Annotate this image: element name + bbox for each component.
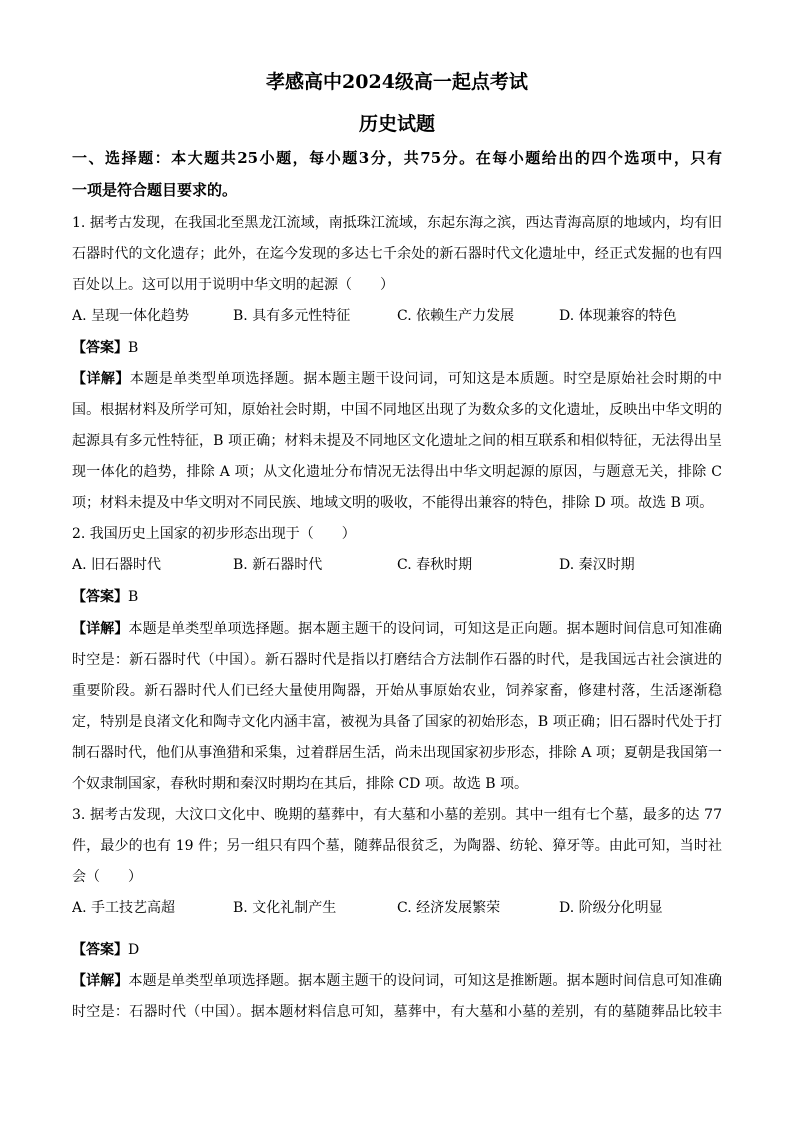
explanation-text: 本题是单类型单项选择题。据本题主题干设问词，可知这是本质题。时空是原始社会时期的中 [129, 371, 722, 387]
question-3-explanation-line [72, 966, 722, 997]
explanation-text: 本题是单类型单项选择题。据本题主题干的设问词，可知这是推断题。据本题时间信息可知准确 [128, 973, 722, 989]
option-b: B. 具有多元性特征 [233, 308, 351, 324]
question-1-stem-line: 百处以上。这可以用于说明中华文明的起源（ ） [72, 277, 394, 293]
option-c: C. 依赖生产力发展 [397, 308, 515, 324]
option-c: C. 经济发展繁荣 [397, 900, 501, 916]
answer-label: 【答案】 [72, 942, 128, 958]
answer-value: B [128, 340, 139, 356]
question-3-stem-line: 3. 据考古发现，大汶口文化中、晚期的墓葬中，有大墓和小墓的差别。其中一组有七个墓，最多的达 77 [72, 807, 722, 823]
explanation-label: 【详解】 [72, 973, 129, 989]
question-1-answer [72, 333, 722, 364]
option-b: B. 文化礼制产生 [233, 900, 337, 916]
question-1-options [72, 301, 722, 332]
option-c: C. 春秋时期 [397, 557, 473, 573]
question-2-explanation-line: 定，特别是良渚文化和陶寺文化内涵丰富，被视为具备了国家的初始形态，B 项正确；旧石器时代处于打 [72, 714, 722, 730]
option-d: D. 体现兼容的特色 [559, 308, 677, 324]
section-header-line: 一项是符合题目要求的。 [72, 181, 238, 199]
question-2-explanation-line: 重要阶段。新石器时代人们已经大量使用陶器，开始从事原始农业，饲养家畜，修建村落，生活逐渐稳 [72, 683, 722, 699]
question-2-stem-line: 2. 我国历史上国家的初步形态出现于（ ） [72, 526, 356, 542]
section-header-line: 一、选择题：本大题共25小题，每小题3分，共75分。在每小题给出的四个选项中，只有 [72, 149, 722, 167]
question-3-answer [72, 935, 722, 966]
option-a: A. 旧石器时代 [72, 557, 162, 573]
question-2-explanation-line: 时空是：新石器时代（中国）。新石器时代是指以打磨结合方法制作石器的时代，是我国远古社会演进的 [72, 652, 722, 668]
option-d: D. 秦汉时期 [559, 557, 635, 573]
exam-title: 孝感高中2024级高一起点考试 [266, 71, 528, 93]
answer-label: 【答案】 [72, 589, 128, 605]
question-1-explanation-line: 国。根据材料及所学可知，原始社会时期，中国不同地区出现了为数众多的文化遗址，反映出中华文明的 [72, 402, 722, 418]
option-a: A. 手工技艺高超 [72, 900, 176, 916]
exam-subtitle: 历史试题 [358, 113, 435, 135]
option-a: A. 呈现一体化趋势 [72, 308, 190, 324]
question-3-explanation-line: 时空是：石器时代（中国）。据本题材料信息可知，墓葬中，有大墓和小墓的差别，有的墓随葬品比较丰 [72, 1004, 722, 1020]
question-1-stem-line: 1. 据考古发现，在我国北至黑龙江流域，南抵珠江流域，东起东海之滨，西达青海高原的地域内，均有旧 [72, 215, 722, 231]
answer-value: B [128, 589, 139, 605]
question-3-stem-line: 件，最少的也有 19 件；另一组只有四个墓，随葬品很贫乏，为陶器、纺轮、獐牙等。由此可知，当时社 [72, 838, 722, 854]
question-2-explanation-line [72, 614, 722, 645]
question-1-stem-line: 石器时代的文化遗存；此外，在迄今发现的多达七千余处的新石器时代文化遗址中，经正式发掘的也有四 [72, 246, 722, 262]
answer-label: 【答案】 [72, 340, 128, 356]
explanation-label: 【详解】 [72, 371, 130, 387]
explanation-label: 【详解】 [72, 621, 129, 637]
question-1-explanation-line: 项；材料未提及中华文明对不同民族、地域文明的吸收，不能得出兼容的特色，排除 D 项。故选 B 项。 [72, 495, 714, 511]
question-1-explanation-line: 起源具有多元性特征，B 项正确；材料未提及不同地区文化遗址之间的相互联系和相似特征，无法得出呈 [72, 433, 722, 449]
question-2-options [72, 550, 722, 581]
question-2-answer [72, 582, 722, 613]
answer-value: D [128, 942, 140, 958]
option-b: B. 新石器时代 [233, 557, 323, 573]
question-3-options [72, 893, 722, 924]
question-3-stem-line: 会（ ） [72, 869, 142, 885]
option-d: D. 阶级分化明显 [559, 900, 663, 916]
question-2-explanation-line: 制石器时代，他们从事渔猎和采集，过着群居生活，尚未出现国家初步形态，排除 A 项；夏朝是我国第一 [72, 745, 722, 761]
explanation-text: 本题是单类型单项选择题。据本题主题干的设问词，可知这是正向题。据本题时间信息可知准确 [128, 621, 722, 637]
question-1-explanation-line [72, 364, 722, 395]
question-1-explanation-line: 现一体化的趋势，排除 A 项；从文化遗址分布情况无法得出中华文明起源的原因，与题意无关，排除 C [72, 464, 722, 480]
question-2-explanation-line: 个奴隶制国家，春秋时期和秦汉时期均在其后，排除 CD 项。故选 B 项。 [72, 776, 529, 792]
